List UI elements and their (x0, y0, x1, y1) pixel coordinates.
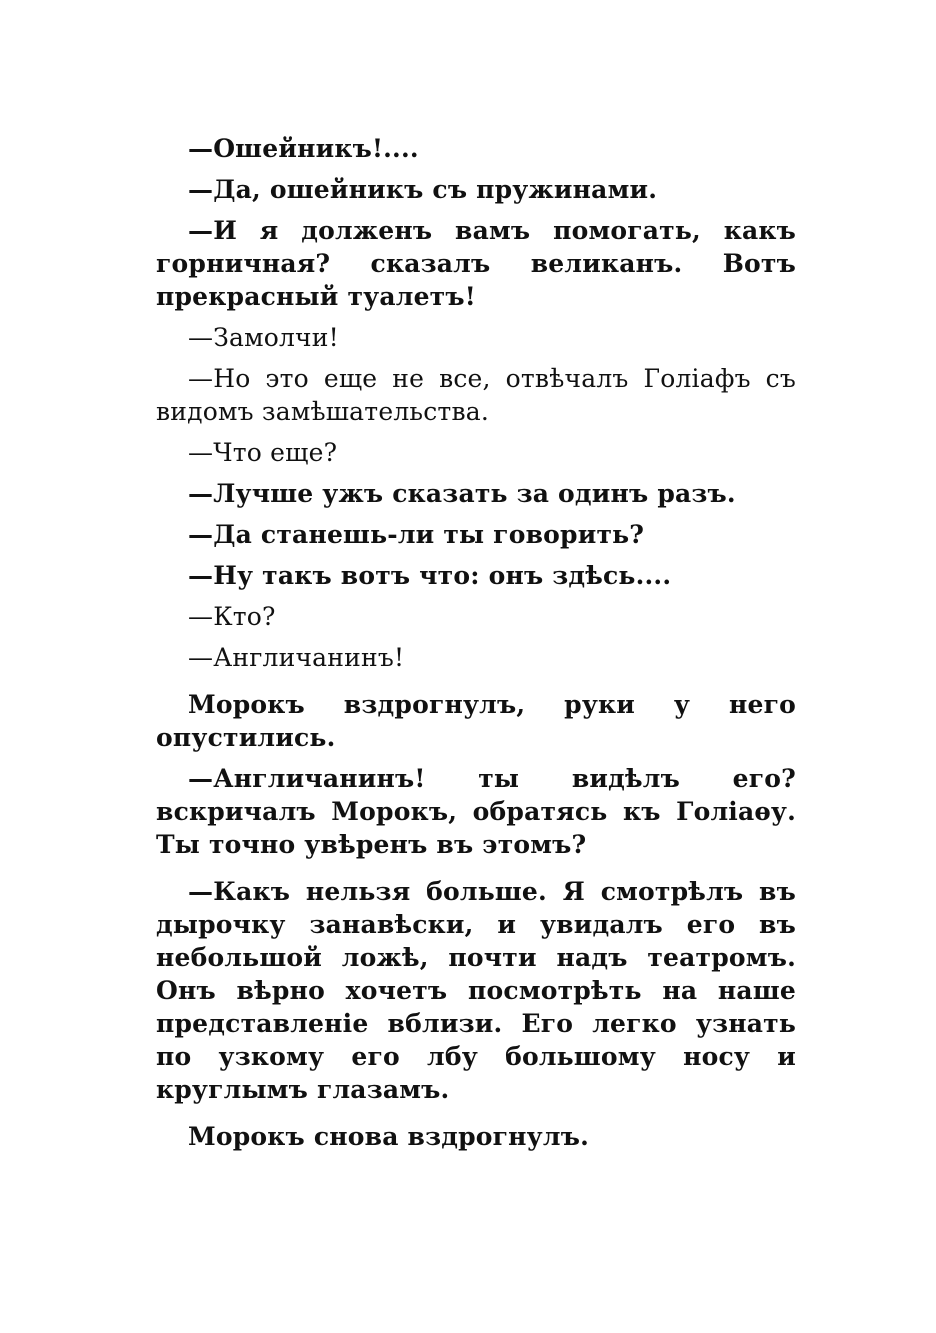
paragraph: —И я долженъ вамъ помогать, какъ горничная? сказалъ великанъ. Вотъ прекрасный туалетъ! (156, 216, 796, 311)
page-text (156, 132, 796, 1161)
paragraph: —Да станешь-ли ты говорить? (188, 520, 645, 549)
paragraph: —Ну такъ вотъ что: онъ здѣсь.... (188, 561, 672, 590)
paragraph: —Замолчи! (188, 323, 339, 352)
paragraph: —Что еще? (188, 438, 338, 467)
paragraph: —Англичанинъ! (188, 643, 405, 672)
paragraph: Морокъ снова вздрогнулъ. (188, 1122, 589, 1151)
paragraph: —Да, ошейникъ съ пружинами. (188, 175, 658, 204)
paragraph: —Кто? (188, 602, 276, 631)
paragraph: Морокъ вздрогнулъ, руки у него опустились. (156, 690, 796, 752)
paragraph: —Какъ нельзя больше. Я смотрѣлъ въ дырочку занавѣски, и увидалъ его въ небольшой ложѣ, почти надъ театромъ. Онъ вѣрно хочетъ посмотрѣть на наше представленіе вблизи. Его легко узнать по узкому его лбу большому носу и круглымъ глазамъ. (156, 877, 796, 1104)
paragraph: —Лучше ужъ сказать за одинъ разъ. (188, 479, 736, 508)
paragraph: —Ошейникъ!.... (188, 134, 419, 163)
paragraph: —Англичанинъ! ты видѣлъ его? вскричалъ Морокъ, обратясь къ Голіаѳу. Ты точно увѣренъ въ этомъ? (156, 764, 796, 859)
paragraph: —Но это еще не все, отвѣчалъ Голіафъ съ видомъ замѣшательства. (156, 364, 796, 426)
